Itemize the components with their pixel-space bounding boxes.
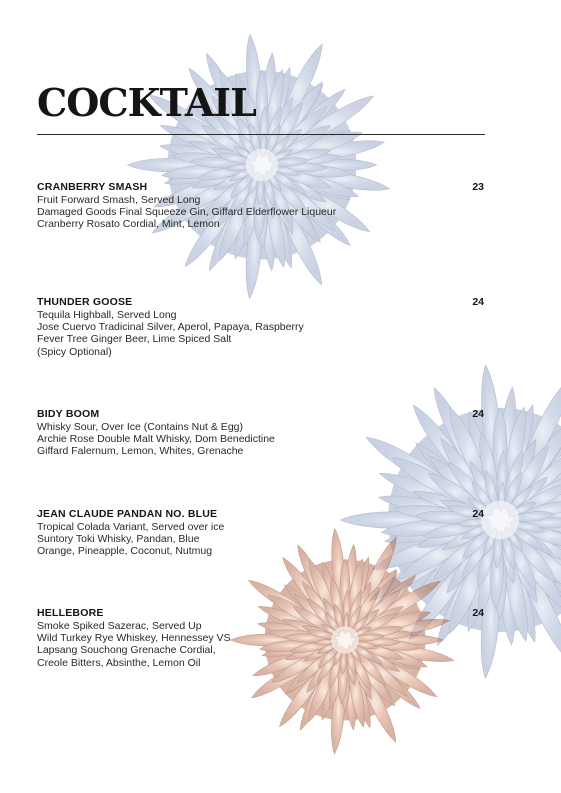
menu-item (37, 408, 484, 458)
menu-item-description: Giffard Falernum, Lemon, Whites, Grenache (37, 445, 244, 458)
title-divider (37, 134, 485, 135)
menu-item-price: 24 (472, 408, 484, 420)
blue-flower-top (127, 34, 389, 298)
menu-item-price: 24 (472, 508, 484, 520)
menu-item-description: Smoke Spiked Sazerac, Served Up (37, 620, 202, 632)
menu-item (37, 607, 484, 669)
menu-item-name: HELLEBORE (37, 607, 104, 619)
menu-item-description: Whisky Sour, Over Ice (Contains Nut & Egg) (37, 421, 243, 433)
menu-item-description: Creole Bitters, Absinthe, Lemon Oil (37, 656, 201, 669)
page-title: COCKTAIL (37, 80, 256, 125)
menu-item-description: Damaged Goods Final Squeeze Gin, Giffard Elderflower Liqueur (37, 206, 337, 219)
menu-item-price: 24 (472, 607, 484, 619)
menu-item-description: Tequila Highball, Served Long (37, 309, 177, 321)
menu-item-description: Cranberry Rosato Cordial, Mint, Lemon (37, 218, 220, 231)
menu-item (37, 508, 484, 558)
menu-item (37, 296, 484, 358)
menu-item-description: Suntory Toki Whisky, Pandan, Blue (37, 533, 200, 546)
menu-item (37, 181, 484, 231)
menu-item-description: Tropical Colada Variant, Served over ice (37, 521, 225, 533)
menu-item-description: Orange, Pineapple, Coconut, Nutmug (37, 545, 213, 558)
menu-item-name: CRANBERRY SMASH (37, 181, 148, 193)
menu-item-price: 24 (472, 296, 484, 308)
menu-item-name: THUNDER GOOSE (37, 296, 133, 308)
menu-item-name: JEAN CLAUDE PANDAN NO. BLUE (37, 508, 218, 520)
menu-item-description: Jose Cuervo Tradicinal Silver, Aperol, Papaya, Raspberry (37, 321, 304, 334)
menu-item-description: Fever Tree Ginger Beer, Lime Spiced Salt (37, 333, 232, 346)
menu-item-name: BIDY BOOM (37, 408, 100, 420)
menu-item-price: 23 (472, 181, 484, 193)
menu-item-description: (Spicy Optional) (37, 345, 112, 358)
menu-item-description: Archie Rose Double Malt Whisky, Dom Benedictine (37, 433, 275, 446)
menu-item-description: Fruit Forward Smash, Served Long (37, 194, 201, 206)
menu-item-description: Wild Turkey Rye Whiskey, Hennessey VS (37, 632, 231, 645)
menu-item-description: Lapsang Souchong Grenache Cordial, (37, 644, 216, 657)
